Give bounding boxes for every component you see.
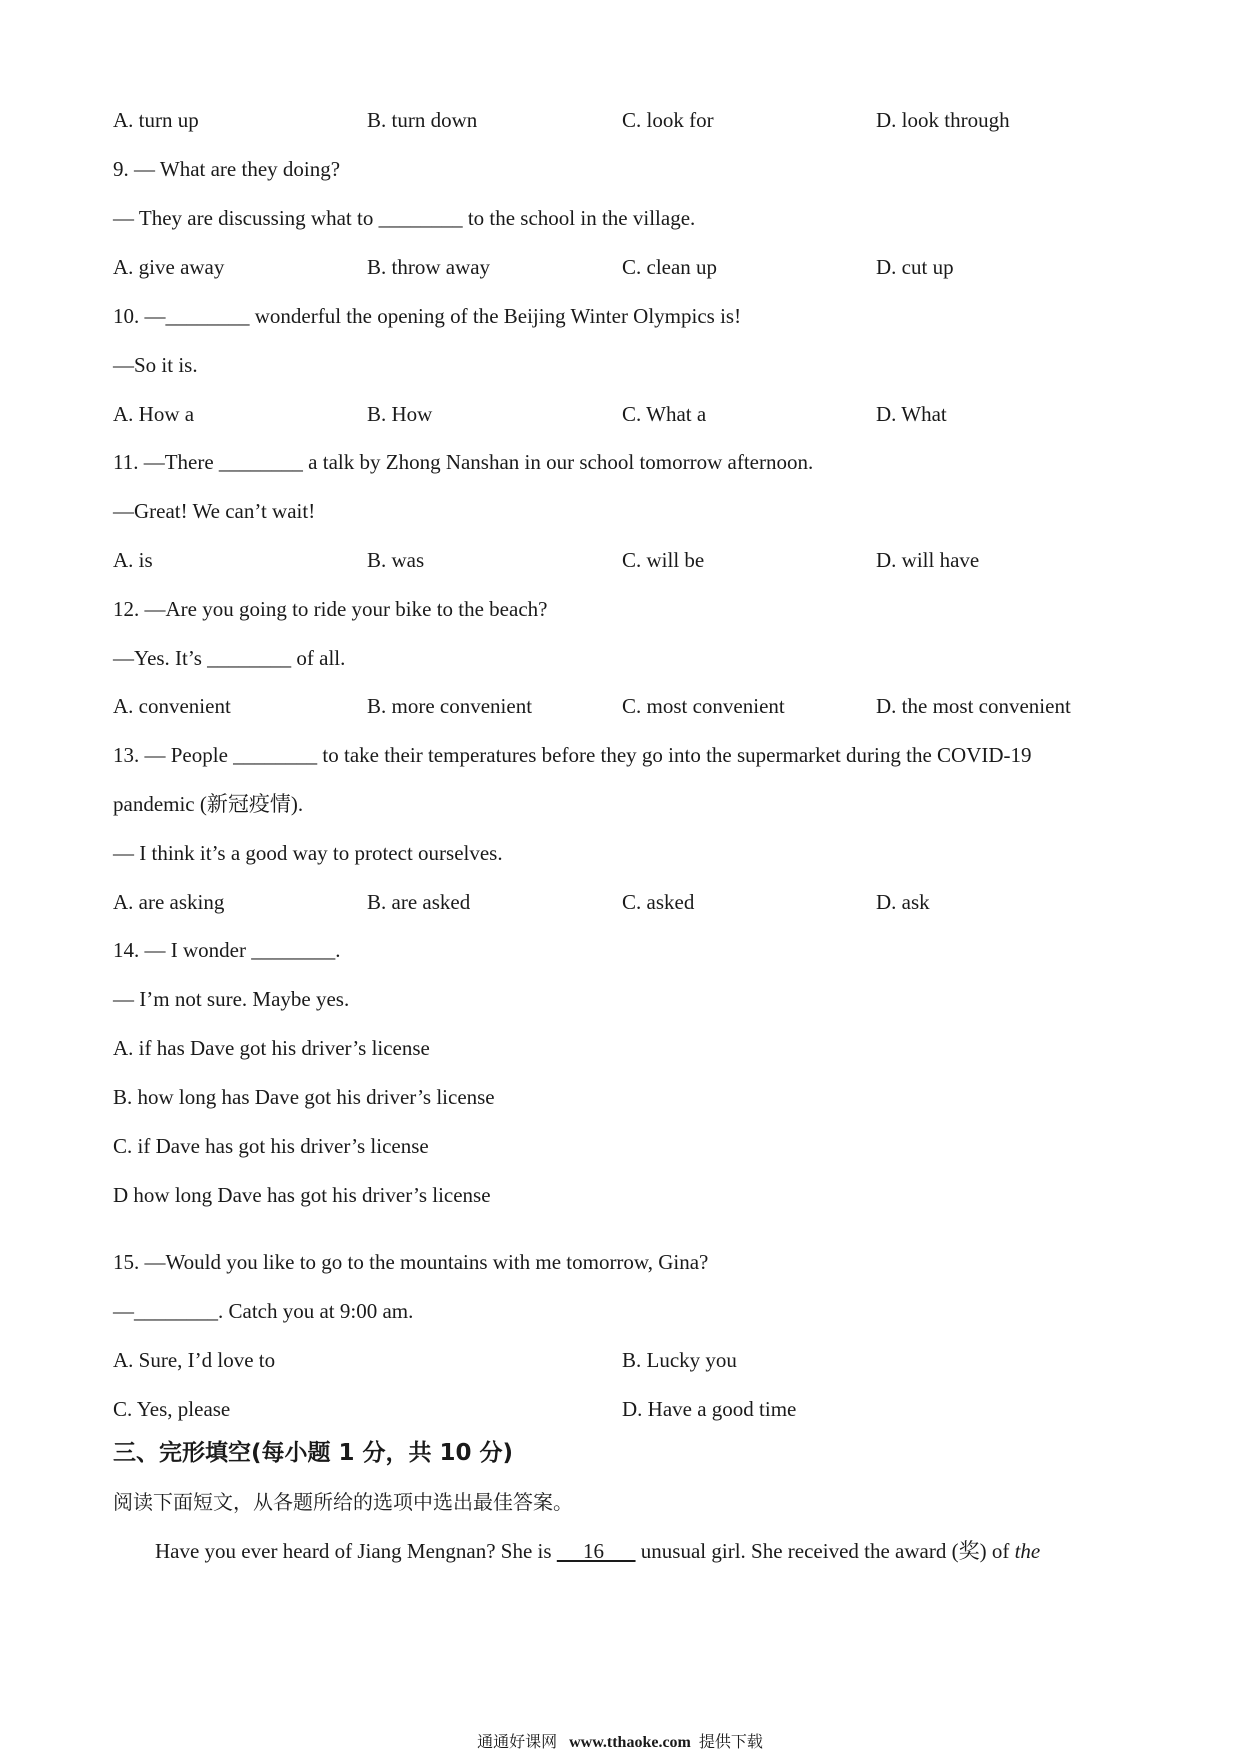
passage-line (155, 1541, 1040, 1562)
q8-option-b: B. turn down (367, 108, 478, 132)
q9-question: 9. — What are they doing? (113, 157, 341, 181)
q14-option-d: D how long Dave has got his driver’s license (113, 1183, 491, 1207)
blank-16: 16 (556, 1539, 636, 1563)
q13-option-c: C. asked (622, 890, 695, 914)
q15-option-d: D. Have a good time (622, 1397, 797, 1421)
q12-option-d: D. the most convenient (876, 694, 1071, 718)
q14-option-c: C. if Dave has got his driver’s license (113, 1134, 429, 1158)
q9-option-d: D. cut up (876, 255, 954, 279)
q8-option-d: D. look through (876, 108, 1010, 132)
q10-option-a: A. How a (113, 402, 195, 426)
q14-question: 14. — I wonder ________. (113, 938, 341, 962)
footer-suffix: 提供下载 (698, 1732, 763, 1751)
q9-option-c: C. clean up (622, 255, 718, 279)
q11-option-b: B. was (367, 548, 425, 572)
q13-question: 13. — People ________ to take their temperatures before they go into the supermarket during the COVID-19 (113, 743, 1032, 767)
q9-option-a: A. give away (113, 255, 225, 279)
q10-option-b: B. How (367, 402, 433, 426)
q11-option-c: C. will be (622, 548, 705, 572)
page-footer (0, 1734, 1240, 1751)
q15-option-b: B. Lucky you (622, 1348, 737, 1372)
q11-option-d: D. will have (876, 548, 980, 572)
q9-option-b: B. throw away (367, 255, 491, 279)
q12-response: —Yes. It’s ________ of all. (113, 646, 346, 670)
q14-option-b: B. how long has Dave got his driver’s license (113, 1085, 495, 1109)
q12-option-c: C. most convenient (622, 694, 785, 718)
q10-option-c: C. What a (622, 402, 707, 426)
q13-option-b: B. are asked (367, 890, 471, 914)
q14-response: — I’m not sure. Maybe yes. (113, 987, 350, 1011)
q15-response: —________. Catch you at 9:00 am. (113, 1299, 414, 1323)
footer-url[interactable]: www.tthaoke.com (569, 1734, 691, 1751)
q10-response: —So it is. (113, 353, 198, 377)
passage-text-after: unusual girl. She received the award (奖) of (635, 1539, 1015, 1563)
q12-option-a: A. convenient (113, 694, 231, 718)
q12-question: 12. —Are you going to ride your bike to the beach? (113, 597, 548, 621)
q11-question: 11. —There ________ a talk by Zhong Nanshan in our school tomorrow afternoon. (113, 450, 814, 474)
q13-question-cont: pandemic (新冠疫情). (113, 792, 304, 816)
passage-text-before: Have you ever heard of Jiang Mengnan? She is (155, 1539, 557, 1563)
q15-option-a: A. Sure, I’d love to (113, 1348, 276, 1372)
q10-option-d: D. What (876, 402, 947, 426)
q8-option-c: C. look for (622, 108, 714, 132)
q14-option-a: A. if has Dave got his driver’s license (113, 1036, 430, 1060)
q10-question: 10. —________ wonderful the opening of the Beijing Winter Olympics is! (113, 304, 742, 328)
q13-response: — I think it’s a good way to protect ourselves. (113, 841, 503, 865)
section-instruction: 阅读下面短文，从各题所给的选项中选出最佳答案。 (113, 1490, 573, 1514)
q13-option-d: D. ask (876, 890, 930, 914)
q15-option-c: C. Yes, please (113, 1397, 231, 1421)
q9-response: — They are discussing what to ________ to the school in the village. (113, 206, 696, 230)
footer-site-name: 通通好课网 (477, 1732, 558, 1751)
q12-option-b: B. more convenient (367, 694, 533, 718)
passage-italic: the (1014, 1539, 1041, 1563)
section-title: 三、完形填空(每小题 1 分，共 10 分) (113, 1440, 514, 1466)
q15-question: 15. —Would you like to go to the mountains with me tomorrow, Gina? (113, 1250, 709, 1274)
q8-option-a: A. turn up (113, 108, 199, 132)
q11-response: —Great! We can’t wait! (113, 499, 316, 523)
q13-option-a: A. are asking (113, 890, 225, 914)
q11-option-a: A. is (113, 548, 153, 572)
